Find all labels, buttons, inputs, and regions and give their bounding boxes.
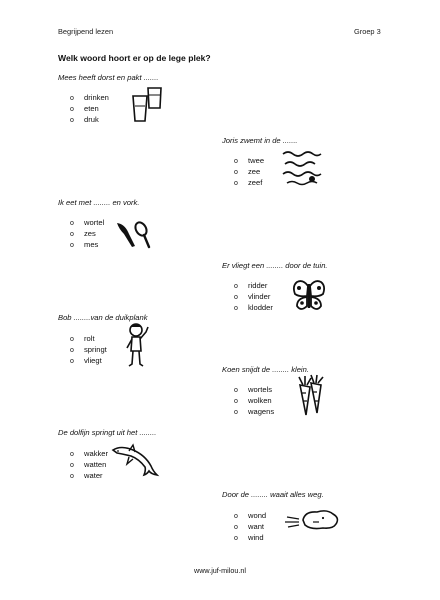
footer-url: www.juf-milou.nl	[194, 566, 246, 575]
question-sentence: Er vliegt een ........ door de tuin.	[222, 261, 328, 270]
option-item[interactable]: o wolken	[234, 396, 272, 406]
option-list	[70, 333, 107, 367]
carrots-icon	[294, 375, 328, 417]
option-item[interactable]: o wind	[234, 533, 264, 543]
question-sentence: Joris zwemt in de .......	[222, 136, 298, 145]
option-list	[70, 448, 108, 482]
question-sentence: Mees heeft dorst en pakt .......	[58, 73, 159, 82]
page-title: Welk woord hoort er op de lege plek?	[58, 53, 211, 63]
option-item[interactable]: o springt	[70, 345, 107, 355]
option-item[interactable]: o watten	[70, 460, 107, 470]
option-item[interactable]: o water	[70, 471, 103, 481]
option-item[interactable]: o wagens	[234, 407, 275, 417]
option-item[interactable]: o vliegt	[70, 356, 102, 366]
option-list	[234, 280, 273, 314]
question-sentence: Koen snijdt de ........ klein.	[222, 365, 309, 374]
sea-waves-icon	[281, 146, 323, 188]
option-item[interactable]: o zes	[70, 229, 96, 239]
butterfly-icon	[291, 278, 327, 314]
option-item[interactable]: o want	[234, 522, 265, 532]
question-sentence: Ik eet met ........ en vork.	[58, 198, 140, 207]
option-list	[234, 510, 266, 544]
option-item[interactable]: o mes	[70, 240, 99, 250]
wind-cloud-icon	[285, 508, 341, 532]
boy-icon	[124, 322, 152, 368]
knife-spoon-icon	[115, 220, 153, 250]
option-list	[70, 92, 109, 126]
option-item[interactable]: o drinken	[70, 93, 109, 102]
question-sentence: Bob ........van de duikplank	[58, 313, 148, 322]
header-left: Begrijpend lezen	[58, 27, 114, 36]
option-item[interactable]: o wortel	[70, 218, 105, 227]
option-item[interactable]: o wond	[234, 511, 267, 520]
option-item[interactable]: o wakker	[70, 449, 109, 458]
option-list	[234, 384, 274, 418]
option-item[interactable]: o wortels	[234, 385, 273, 394]
option-item[interactable]: o klodder	[234, 303, 273, 313]
option-item[interactable]: o zeef	[234, 178, 263, 188]
glasses-icon	[130, 86, 164, 124]
option-list	[234, 155, 264, 189]
option-item[interactable]: o druk	[70, 115, 99, 125]
option-item[interactable]: o eten	[70, 104, 99, 114]
question-sentence: Door de ........ waait alles weg.	[222, 490, 324, 499]
option-list	[70, 217, 104, 251]
option-item[interactable]: o ridder	[234, 281, 268, 290]
option-item[interactable]: o rolt	[70, 334, 95, 343]
question-sentence: De dolfijn springt uit het ........	[58, 428, 157, 437]
header-right: Groep 3	[354, 27, 381, 36]
option-item[interactable]: o vlinder	[234, 292, 271, 302]
dolphin-icon	[111, 444, 159, 478]
option-item[interactable]: o twee	[234, 156, 265, 165]
option-item[interactable]: o zee	[234, 167, 261, 177]
